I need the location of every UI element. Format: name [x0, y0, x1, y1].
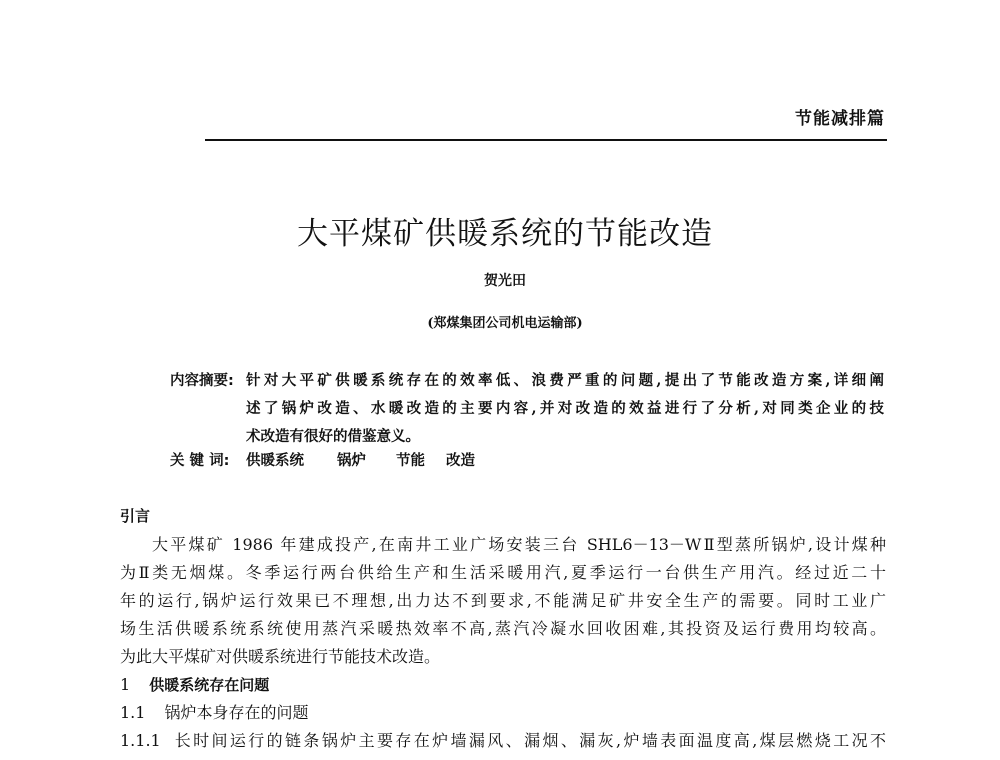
section-number: 1 [120, 675, 131, 694]
section-title: 供暖系统存在问题 [149, 676, 270, 694]
article-affiliation: (郑煤集团公司机电运输部) [427, 316, 583, 331]
section-number: 1.1.1 [120, 731, 161, 750]
section-1-1-heading [120, 701, 886, 725]
body-line: 为此大平煤矿对供暖系统进行节能技术改造。 [120, 647, 441, 666]
keyword: 供暖系统 [246, 452, 304, 469]
article-author: 贺光田 [484, 273, 526, 289]
section-number: 1.1 [120, 703, 146, 722]
body-line: 长时间运行的链条锅炉主要存在炉墙漏风、漏烟、漏灰,炉墙表面温度高,煤层燃烧工况不 [174, 731, 886, 750]
abstract-line: 针对大平矿供暖系统存在的效率低、浪费严重的问题,提出了节能改造方案,详细阐 [246, 372, 884, 389]
body-line: 为Ⅱ类无烟煤。冬季运行两台供给生产和生活采暖用汽,夏季运行一台供生产用汽。经过近二十 [120, 563, 886, 582]
keyword: 节能 [396, 452, 425, 469]
keywords-label: 关 键 词: [170, 453, 230, 469]
body-line: 场生活供暖系统系统使用蒸汽采暖热效率不高,蒸汽冷凝水回收困难,其投资及运行费用均较高。 [120, 619, 886, 638]
keyword: 锅炉 [337, 452, 366, 469]
article-title: 大平煤矿供暖系统的节能改造 [297, 216, 713, 252]
section-1-1-1-paragraph [120, 729, 886, 753]
header-rule [205, 139, 887, 141]
abstract-line: 术改造有很好的借鉴意义。 [246, 428, 420, 445]
keyword: 改造 [446, 452, 475, 469]
section-title: 锅炉本身存在的问题 [164, 703, 309, 722]
abstract-label: 内容摘要: [170, 373, 234, 389]
body-line: 年的运行,锅炉运行效果已不理想,出力达不到要求,不能满足矿井安全生产的需要。同时工业广 [120, 591, 886, 610]
section-header: 节能减排篇 [795, 109, 885, 129]
intro-heading: 引言 [120, 507, 151, 525]
abstract-line: 述了锅炉改造、水暖改造的主要内容,并对改造的效益进行了分析,对同类企业的技 [246, 400, 884, 417]
body-line: 大平煤矿 1986 年建成投产,在南井工业广场安装三台 SHL6－13－WⅡ型蒸所锅炉,设计煤种 [152, 535, 886, 554]
section-1-heading [120, 673, 886, 697]
